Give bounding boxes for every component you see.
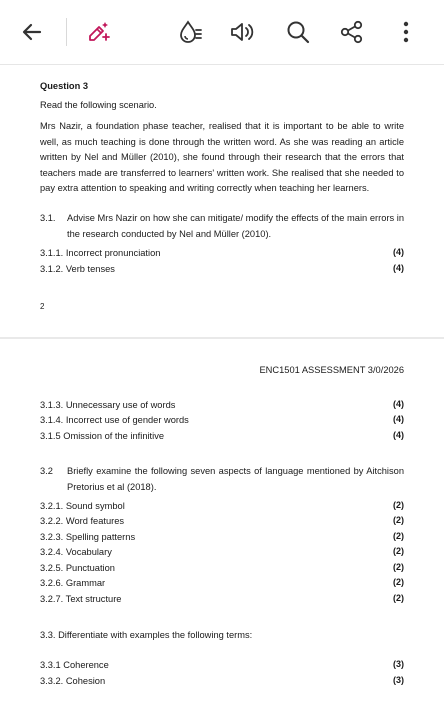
item-3-1-1-label: 3.1.1. Incorrect pronunciation <box>40 248 161 258</box>
item-3-3-1-mark: (3) <box>393 659 404 669</box>
back-button[interactable] <box>14 14 50 50</box>
question-title: Question 3 <box>40 81 89 91</box>
item-3-2-4-mark: (2) <box>393 546 404 556</box>
edit-button[interactable] <box>80 14 116 50</box>
question-3-2-text: Briefly examine the following seven aspects of language mentioned by Aitchison Pretorius et al (2018). <box>67 466 404 492</box>
item-3-1-2-mark: (4) <box>393 263 404 273</box>
item-3-1-3-mark: (4) <box>393 399 404 409</box>
share-icon <box>339 19 365 45</box>
reading-mode-button[interactable] <box>172 14 208 50</box>
page-header: ENC1501 ASSESSMENT 3/0/2026 <box>259 365 404 375</box>
item-3-1-5-mark: (4) <box>393 430 404 440</box>
sparkle-pen-icon <box>84 18 112 46</box>
question-3-1-number: 3.1. <box>40 213 56 223</box>
item-3-2-6-mark: (2) <box>393 577 404 587</box>
item-3-1-1-mark: (4) <box>393 247 404 257</box>
question-3-3-text: 3.3. Differentiate with examples the following terms: <box>40 630 253 640</box>
item-3-3-2-mark: (3) <box>393 675 404 685</box>
item-3-1-2-label: 3.1.2. Verb tenses <box>40 264 115 274</box>
page-number: 2 <box>40 302 45 311</box>
pdf-page-2 <box>0 65 444 337</box>
item-3-2-1-mark: (2) <box>393 500 404 510</box>
item-3-2-3-label: 3.2.3. Spelling patterns <box>40 532 136 542</box>
item-3-3-2-label: 3.3.2. Cohesion <box>40 676 106 686</box>
question-3-2-number: 3.2 <box>40 466 53 476</box>
item-3-1-3-label: 3.1.3. Unnecessary use of words <box>40 400 176 410</box>
toolbar-divider <box>66 18 67 46</box>
droplet-lines-icon <box>176 18 204 46</box>
item-3-2-7-label: 3.2.7. Text structure <box>40 594 122 604</box>
item-3-2-4-label: 3.2.4. Vocabulary <box>40 547 112 557</box>
more-options-button[interactable] <box>388 14 424 50</box>
instruction-text: Read the following scenario. <box>40 100 157 110</box>
arrow-left-icon <box>20 20 44 44</box>
scenario-paragraph: Mrs Nazir, a foundation phase teacher, realised that it is important to be able to write well, as much teaching is done through the written word. As she was reading an article written by Nel and Müller (2010), she found through their research that the errors that teachers made are transferred to learners' written work. She realised that she needed to pay extra attention to speaking and writing correctly when teaching her learners. <box>40 121 404 193</box>
item-3-1-5-label: 3.1.5 Omission of the infinitive <box>40 431 165 441</box>
item-3-2-6-label: 3.2.6. Grammar <box>40 578 106 588</box>
item-3-2-3-mark: (2) <box>393 531 404 541</box>
share-button[interactable] <box>334 14 370 50</box>
search-icon <box>285 19 311 45</box>
item-3-2-7-mark: (2) <box>393 593 404 603</box>
item-3-2-2-mark: (2) <box>393 515 404 525</box>
pdf-page-3 <box>0 339 444 720</box>
item-3-1-4-mark: (4) <box>393 414 404 424</box>
speaker-icon <box>228 18 256 46</box>
pdf-toolbar <box>0 0 444 65</box>
question-3-1-text: Advise Mrs Nazir on how she can mitigate/ modify the effects of the main errors in the research conducted by Nel and Müller (2010). <box>67 213 404 239</box>
item-3-2-2-label: 3.2.2. Word features <box>40 516 125 526</box>
item-3-3-1-label: 3.3.1 Coherence <box>40 660 109 670</box>
read-aloud-button[interactable] <box>224 14 260 50</box>
more-vertical-icon <box>402 20 410 44</box>
item-3-2-5-mark: (2) <box>393 562 404 572</box>
search-button[interactable] <box>280 14 316 50</box>
item-3-2-5-label: 3.2.5. Punctuation <box>40 563 115 573</box>
item-3-2-1-label: 3.2.1. Sound symbol <box>40 501 125 511</box>
item-3-1-4-label: 3.1.4. Incorrect use of gender words <box>40 415 189 425</box>
